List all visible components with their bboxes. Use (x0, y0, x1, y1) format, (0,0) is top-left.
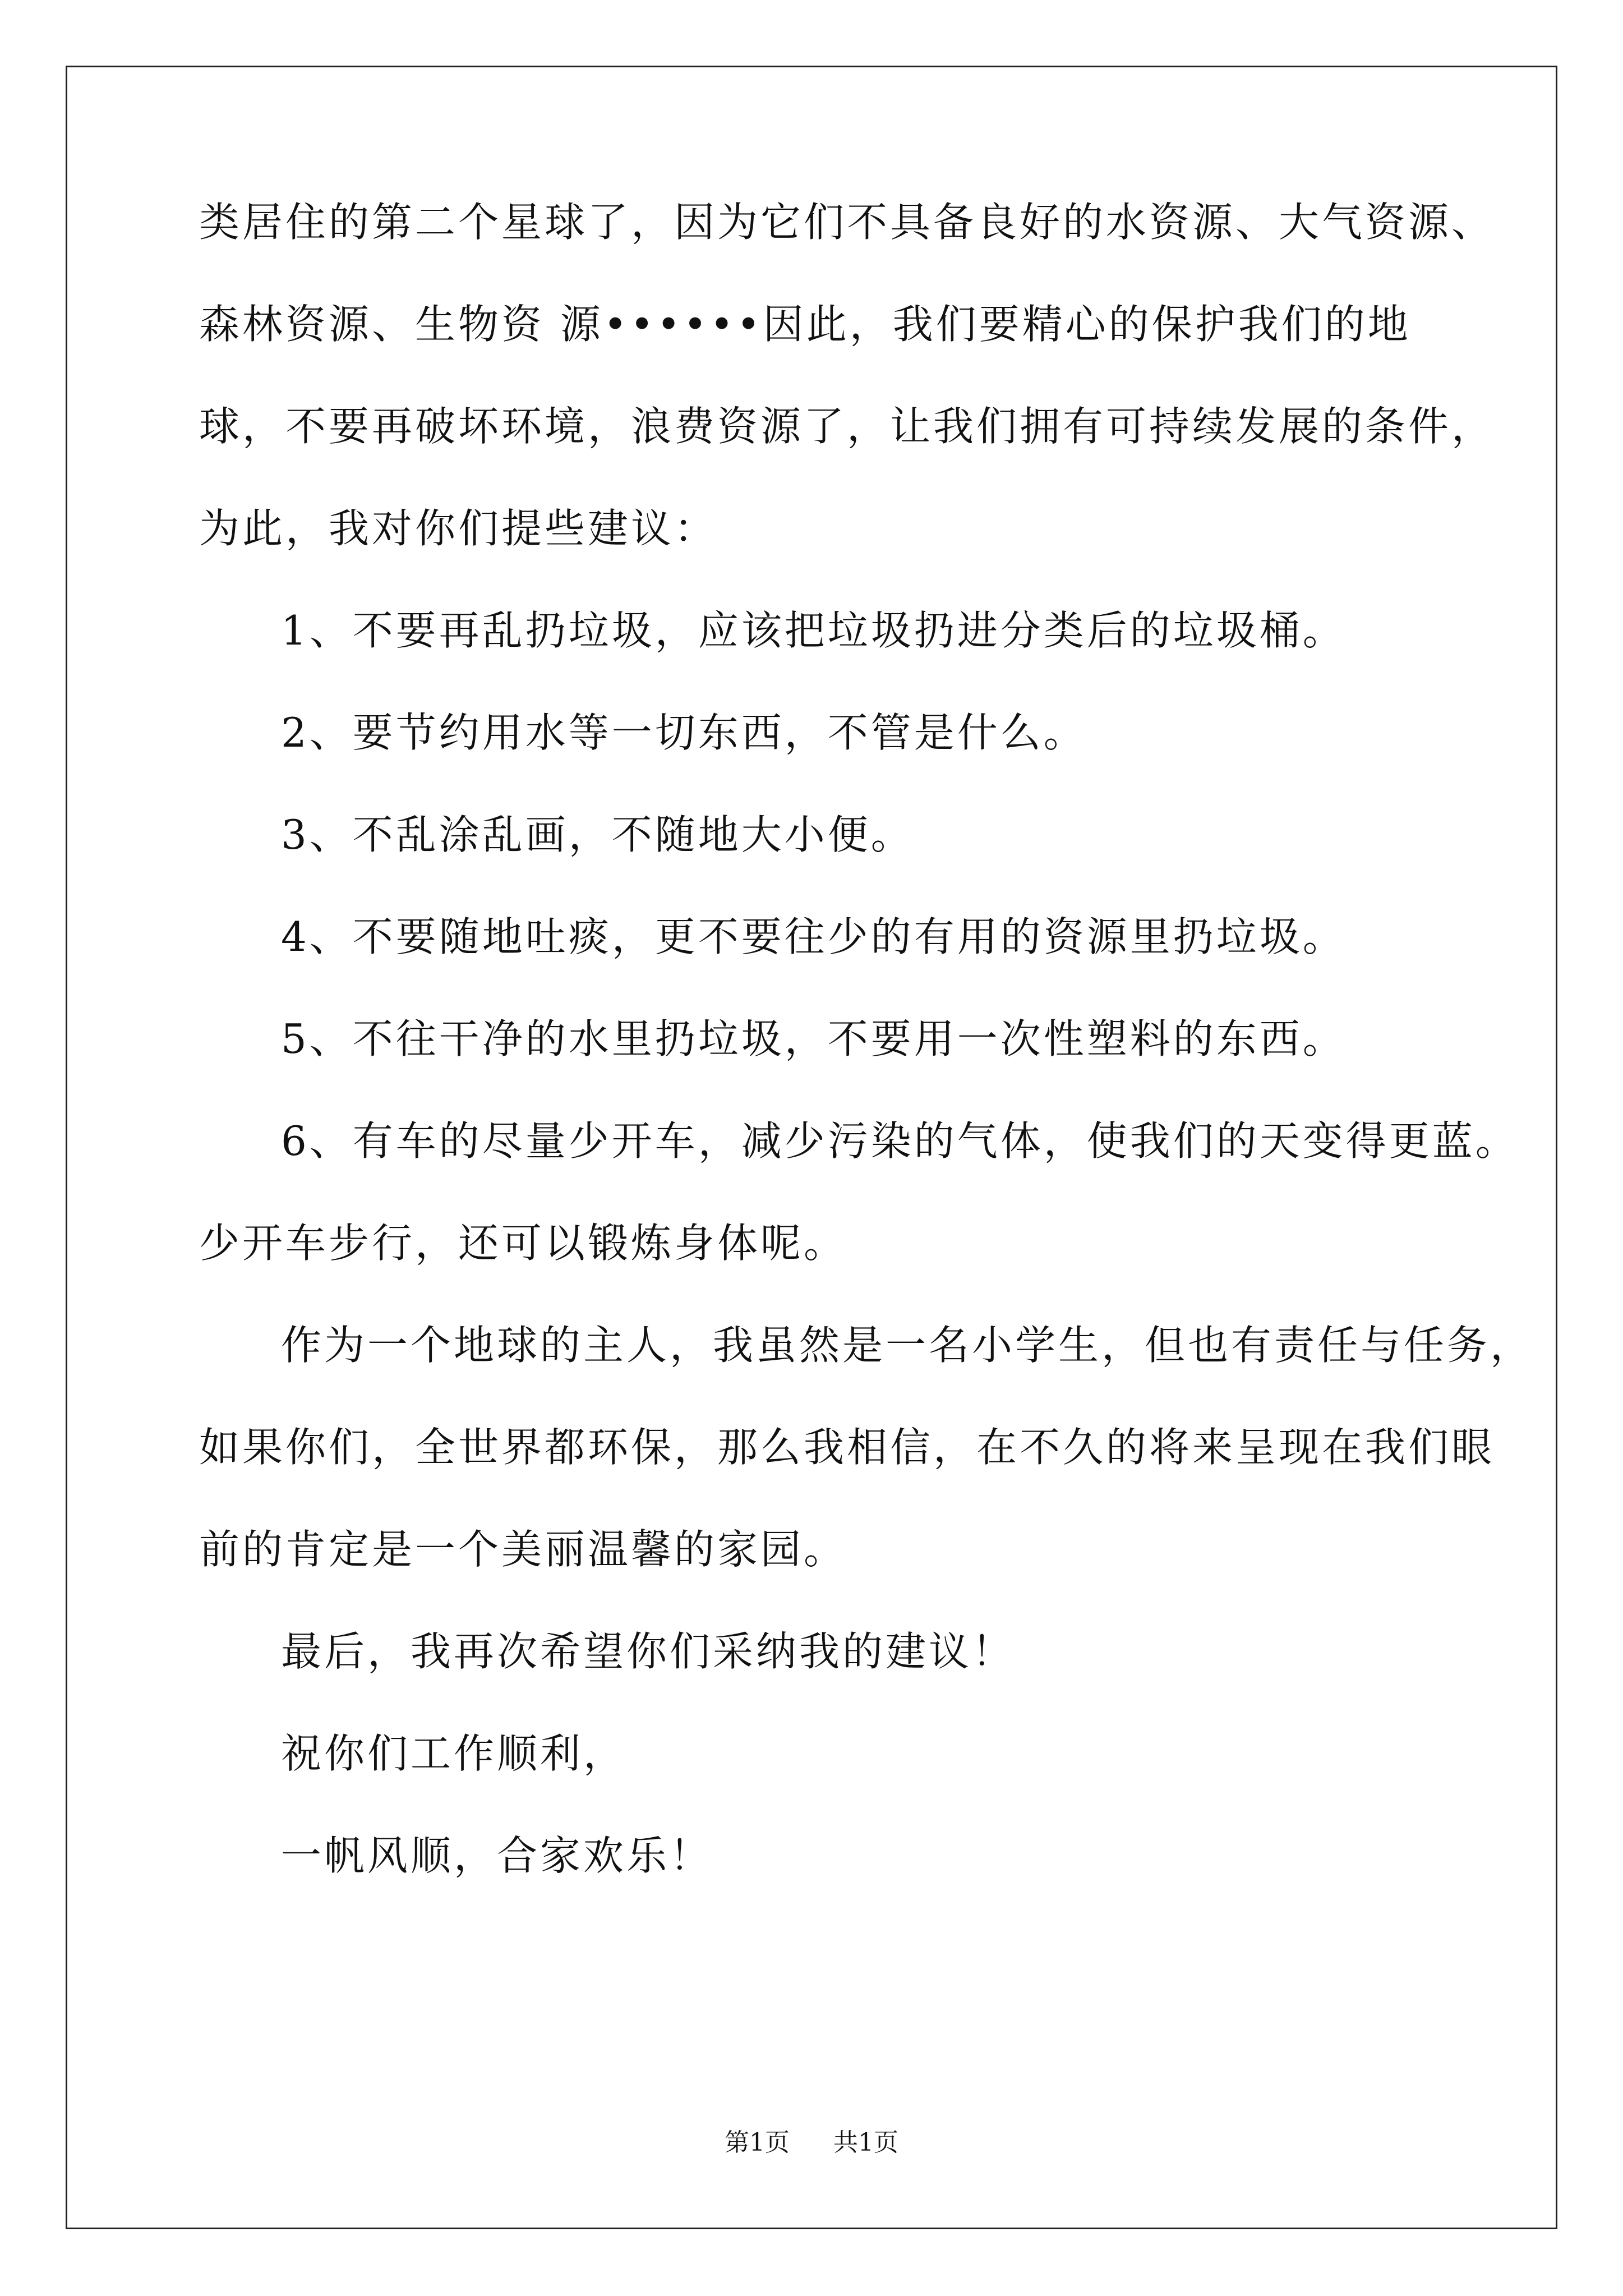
suggestion-item-1: 1、不要再乱扔垃圾，应该把垃圾扔进分类后的垃圾桶。 (281, 607, 1346, 654)
paragraph-line: 森林资源、生物资 源••••••因此，我们要精心的保护我们的地 (199, 301, 1411, 348)
paragraph-line: 如果你们，全世界都环保，那么我相信，在不久的将来呈现在我们眼 (199, 1424, 1495, 1471)
page-count: 共1页 (833, 2128, 898, 2157)
paragraph-line: 为此，我对你们提些建议： (199, 505, 718, 552)
suggestion-item-2: 2、要节约用水等一切东西，不管是什么。 (281, 709, 1087, 756)
paragraph-line: 少开车步行，还可以锻炼身体呢。 (199, 1220, 847, 1267)
paragraph-line: 类居住的第二个星球了，因为它们不具备良好的水资源、大气资源、 (199, 199, 1495, 246)
suggestion-item-4: 4、不要随地吐痰，更不要往少的有用的资源里扔垃圾。 (281, 913, 1346, 960)
closing-line: 祝你们工作顺利， (281, 1730, 627, 1777)
paragraph-line: 球，不要再破坏环境，浪费资源了，让我们拥有可持续发展的条件， (199, 403, 1495, 450)
suggestion-item-6: 6、有车的尽量少开车，减少污染的气体，使我们的天变得更蓝。 (281, 1117, 1519, 1165)
closing-line: 最后，我再次希望你们采纳我的建议！ (281, 1628, 1016, 1675)
paragraph-line: 前的肯定是一个美丽温馨的家园。 (199, 1526, 847, 1573)
closing-line: 一帆风顺，合家欢乐！ (281, 1832, 713, 1879)
suggestion-item-3: 3、不乱涂乱画，不随地大小便。 (281, 811, 914, 858)
page-footer (0, 2128, 1623, 2157)
page-number: 第1页 (725, 2128, 790, 2157)
paragraph-line: 作为一个地球的主人，我虽然是一名小学生，但也有责任与任务， (281, 1322, 1534, 1369)
suggestion-item-5: 5、不往干净的水里扔垃圾，不要用一次性塑料的东西。 (281, 1015, 1346, 1062)
